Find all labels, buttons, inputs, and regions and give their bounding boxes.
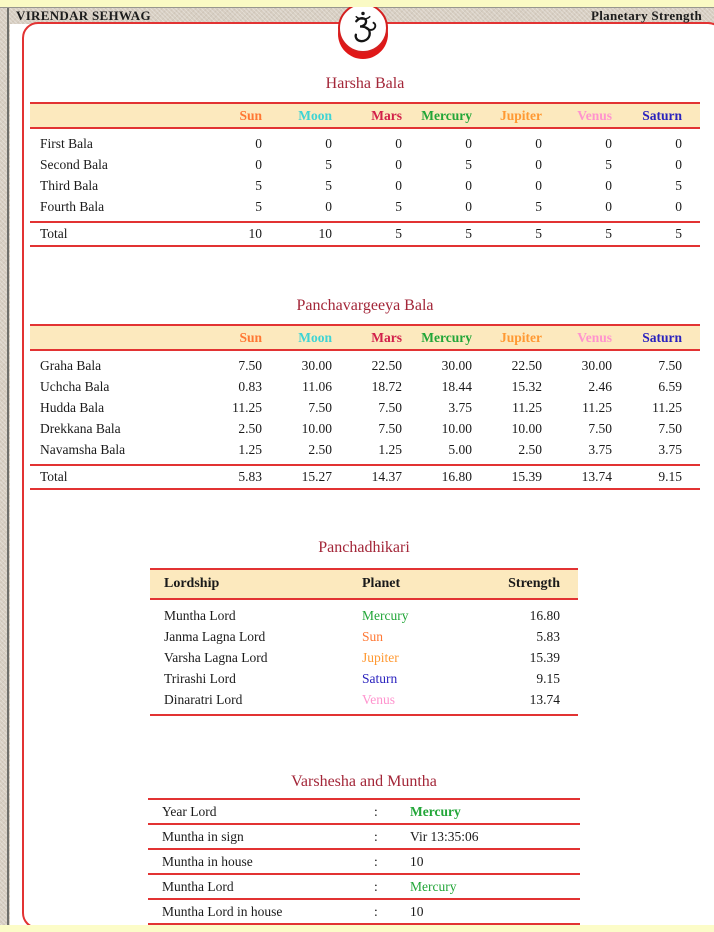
separator: :: [374, 829, 378, 844]
value-cell: 0.83: [238, 379, 262, 394]
table-row: [30, 133, 684, 154]
table-row: [150, 605, 578, 626]
total-cell: 5: [675, 226, 682, 241]
value-cell: 18.72: [371, 379, 402, 394]
column-header-mars: Mars: [371, 107, 402, 123]
value-cell: 10.00: [441, 421, 472, 436]
row-value: 10: [410, 904, 424, 919]
value-cell: 0: [325, 136, 332, 151]
page-title: Planetary Strength: [591, 8, 702, 23]
lordship-cell: Trirashi Lord: [164, 671, 236, 686]
value-cell: 5: [535, 199, 542, 214]
total-cell: 5: [605, 226, 612, 241]
value-cell: 5: [675, 178, 682, 193]
lordship-cell: Janma Lagna Lord: [164, 629, 266, 644]
value-cell: 30.00: [581, 358, 612, 373]
table-row: [30, 175, 684, 196]
harsha-bala-table: [30, 74, 700, 247]
planet-header-row: [30, 102, 700, 129]
total-cell: 16.80: [441, 469, 472, 484]
value-cell: 5: [255, 178, 262, 193]
value-cell: 0: [675, 199, 682, 214]
row-value: Vir 13:35:06: [410, 829, 479, 844]
value-cell: 11.25: [652, 400, 682, 415]
total-cell: 15.39: [511, 469, 542, 484]
table-row: [150, 689, 578, 710]
strength-cell: 13.74: [529, 692, 560, 707]
value-cell: 0: [255, 136, 262, 151]
lordship-cell: Muntha Lord: [164, 608, 236, 623]
bottom-yellow-strip: [0, 925, 714, 932]
total-cell: 5: [465, 226, 472, 241]
value-cell: 0: [395, 136, 402, 151]
column-header-sun: Sun: [239, 107, 262, 123]
total-cell: 5: [395, 226, 402, 241]
row-value: Mercury: [410, 879, 457, 894]
planet-cell: Jupiter: [362, 650, 399, 665]
value-cell: 2.50: [308, 442, 332, 457]
column-header-sun: Sun: [239, 329, 262, 345]
separator: :: [374, 854, 378, 869]
total-cell: 10: [318, 226, 332, 241]
row-label: Third Bala: [40, 178, 99, 193]
column-header-row: [150, 568, 578, 600]
value-cell: 0: [465, 199, 472, 214]
row-label: Hudda Bala: [40, 400, 105, 415]
value-cell: 5: [465, 157, 472, 172]
strength-cell: 16.80: [529, 608, 560, 623]
panchadhikari-table: [150, 538, 578, 716]
value-cell: 10.00: [301, 421, 332, 436]
value-cell: 0: [535, 157, 542, 172]
column-header-moon: Moon: [298, 329, 332, 345]
value-cell: 1.25: [378, 442, 402, 457]
strength-cell: 9.15: [536, 671, 560, 686]
value-cell: 11.25: [582, 400, 612, 415]
table-row: [148, 800, 580, 825]
row-label: Navamsha Bala: [40, 442, 126, 457]
value-cell: 0: [605, 136, 612, 151]
table-row: [30, 418, 684, 439]
value-cell: 15.32: [511, 379, 542, 394]
value-cell: 2.50: [518, 442, 542, 457]
table-row: [150, 626, 578, 647]
value-cell: 3.75: [448, 400, 472, 415]
total-label: Total: [40, 226, 68, 241]
lordship-cell: Dinaratri Lord: [164, 692, 243, 707]
row-label: Drekkana Bala: [40, 421, 121, 436]
om-icon: [336, 3, 390, 59]
value-cell: 7.50: [378, 421, 402, 436]
row-value: 10: [410, 854, 424, 869]
column-header-mercury: Mercury: [421, 107, 472, 123]
value-cell: 2.46: [588, 379, 612, 394]
strength-cell: 5.83: [536, 629, 560, 644]
column-header-lordship: Lordship: [164, 576, 220, 591]
value-cell: 7.50: [658, 358, 682, 373]
native-name: VIRENDAR SEHWAG: [16, 8, 151, 23]
total-row: [30, 221, 700, 247]
frame-left-line: [7, 8, 9, 925]
value-cell: 0: [605, 178, 612, 193]
column-header-saturn: Saturn: [642, 329, 682, 345]
value-cell: 0: [675, 157, 682, 172]
row-label: Graha Bala: [40, 358, 102, 373]
varshesha-muntha-table: [148, 772, 580, 925]
total-cell: 5: [535, 226, 542, 241]
value-cell: 0: [605, 199, 612, 214]
value-cell: 30.00: [441, 358, 472, 373]
value-cell: 11.25: [232, 400, 262, 415]
value-cell: 6.59: [658, 379, 682, 394]
column-header-mars: Mars: [371, 329, 402, 345]
total-cell: 13.74: [581, 469, 612, 484]
value-cell: 11.06: [302, 379, 332, 394]
row-label: Year Lord: [162, 804, 217, 819]
value-cell: 5: [325, 178, 332, 193]
planet-header-row: [30, 324, 700, 351]
value-cell: 0: [395, 178, 402, 193]
separator: :: [374, 904, 378, 919]
value-cell: 0: [465, 136, 472, 151]
table-title: Varshesha and Muntha: [291, 773, 437, 790]
total-cell: 5.83: [238, 469, 262, 484]
table-row: [30, 376, 684, 397]
table-row: [148, 875, 580, 900]
row-label: Muntha in house: [162, 854, 253, 869]
value-cell: 7.50: [378, 400, 402, 415]
value-cell: 7.50: [658, 421, 682, 436]
value-cell: 5.00: [448, 442, 472, 457]
total-cell: 10: [248, 226, 262, 241]
total-cell: 14.37: [371, 469, 402, 484]
value-cell: 0: [255, 157, 262, 172]
table-row: [148, 850, 580, 875]
om-icon-glyph: [338, 3, 388, 53]
column-header-saturn: Saturn: [642, 107, 682, 123]
value-cell: 1.25: [238, 442, 262, 457]
value-cell: 5: [325, 157, 332, 172]
table-body: [30, 129, 700, 221]
column-header-venus: Venus: [577, 107, 612, 123]
table-title: Panchavargeeya Bala: [296, 297, 434, 314]
total-row: [30, 464, 700, 490]
value-cell: 5: [395, 199, 402, 214]
column-header-moon: Moon: [298, 107, 332, 123]
value-cell: 0: [465, 178, 472, 193]
separator: :: [374, 804, 378, 819]
table-body: [30, 351, 700, 464]
value-cell: 5: [255, 199, 262, 214]
row-label: Uchcha Bala: [40, 379, 110, 394]
table-row: [30, 154, 684, 175]
panchavargeeya-bala-table: [30, 296, 700, 490]
value-cell: 22.50: [511, 358, 542, 373]
table-row: [148, 900, 580, 925]
column-header-planet: Planet: [362, 576, 401, 591]
value-cell: 0: [395, 157, 402, 172]
table-title: Harsha Bala: [325, 75, 405, 92]
table-row: [150, 647, 578, 668]
value-cell: 0: [535, 136, 542, 151]
value-cell: 18.44: [441, 379, 472, 394]
column-header-venus: Venus: [577, 329, 612, 345]
planet-cell: Venus: [362, 692, 395, 707]
total-cell: 9.15: [658, 469, 682, 484]
planet-cell: Saturn: [362, 671, 398, 686]
value-cell: 5: [605, 157, 612, 172]
table-body: [148, 798, 580, 925]
table-row: [30, 355, 684, 376]
separator: :: [374, 879, 378, 894]
row-label: First Bala: [40, 136, 93, 151]
table-title: Panchadhikari: [318, 539, 410, 556]
value-cell: 0: [535, 178, 542, 193]
top-yellow-strip: [0, 0, 714, 7]
table-row: [30, 439, 684, 460]
value-cell: 3.75: [588, 442, 612, 457]
table-row: [150, 668, 578, 689]
row-label: Muntha Lord: [162, 879, 234, 894]
column-header-strength: Strength: [508, 576, 560, 591]
table-body: [150, 600, 578, 716]
value-cell: 2.50: [238, 421, 262, 436]
table-row: [30, 397, 684, 418]
value-cell: 22.50: [371, 358, 402, 373]
planet-cell: Mercury: [362, 608, 409, 623]
value-cell: 11.25: [512, 400, 542, 415]
row-label: Muntha Lord in house: [162, 904, 283, 919]
value-cell: 0: [675, 136, 682, 151]
column-header-jupiter: Jupiter: [500, 329, 542, 345]
value-cell: 10.00: [511, 421, 542, 436]
column-header-jupiter: Jupiter: [500, 107, 542, 123]
row-label: Second Bala: [40, 157, 108, 172]
planet-cell: Sun: [362, 629, 384, 644]
lordship-cell: Varsha Lagna Lord: [164, 650, 268, 665]
total-label: Total: [40, 469, 68, 484]
value-cell: 3.75: [658, 442, 682, 457]
total-cell: 15.27: [301, 469, 332, 484]
row-label: Muntha in sign: [162, 829, 244, 844]
row-value: Mercury: [410, 804, 461, 819]
strength-cell: 15.39: [529, 650, 560, 665]
table-row: [30, 196, 684, 217]
value-cell: 7.50: [238, 358, 262, 373]
value-cell: 7.50: [588, 421, 612, 436]
table-row: [148, 825, 580, 850]
row-label: Fourth Bala: [40, 199, 105, 214]
value-cell: 7.50: [308, 400, 332, 415]
value-cell: 0: [325, 199, 332, 214]
column-header-mercury: Mercury: [421, 329, 472, 345]
value-cell: 30.00: [301, 358, 332, 373]
